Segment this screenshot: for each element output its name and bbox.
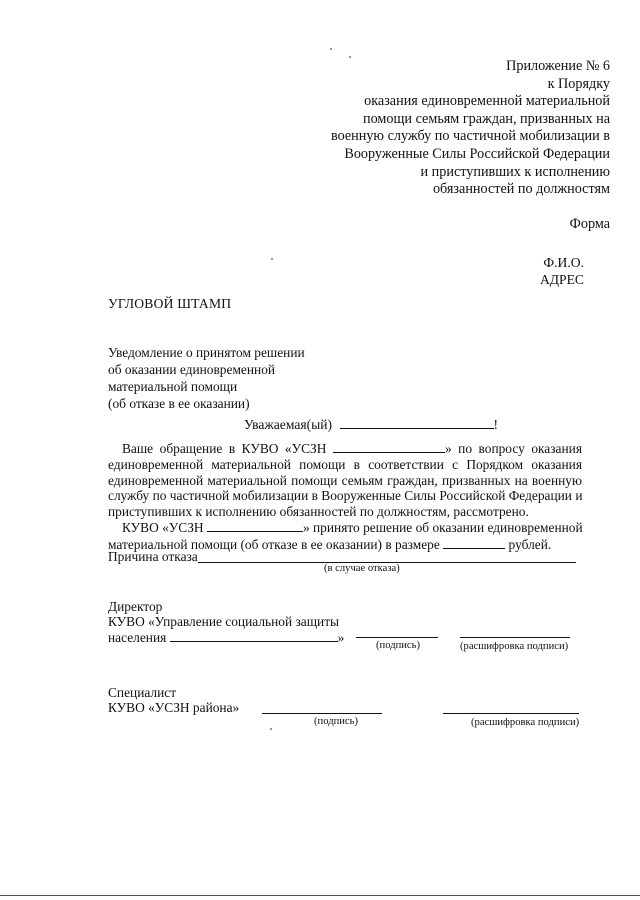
refusal-reason-label: Причина отказа: [108, 549, 198, 564]
addressee-blank: [340, 416, 494, 429]
specialist-org: КУВО «УСЗН района»: [108, 700, 240, 715]
specialist-signature-hint: (подпись): [314, 716, 358, 727]
form-label: Форма: [569, 216, 610, 232]
scan-speck: [330, 48, 332, 50]
body-paragraph-2: [108, 519, 582, 553]
scan-speck: [349, 56, 351, 58]
appendix-line: обязанностей по должностям: [432, 181, 610, 198]
body-text: КУВО «УСЗН: [122, 520, 204, 535]
director-decode-hint: (расшифровка подписи): [460, 641, 569, 652]
appendix-line: Вооруженные Силы Российской Федерации: [344, 145, 610, 162]
recipient-block: [540, 254, 584, 288]
greeting: [244, 416, 498, 433]
specialist-decode-line: [443, 713, 579, 714]
specialist-decode-hint: (расшифровка подписи): [471, 717, 580, 728]
scan-speck: [271, 258, 273, 260]
amount-blank: [443, 536, 505, 549]
body-text: Ваше обращение в КУВО «УСЗН: [122, 441, 327, 456]
appendix-header: [331, 58, 610, 199]
district-blank: [170, 629, 338, 642]
recipient-address: АДРЕС: [539, 272, 584, 287]
body-line: единовременной материальной помощи в соответствии с Порядком оказания: [108, 456, 582, 472]
recipient-name: Ф.И.О.: [543, 255, 584, 270]
refusal-reason-hint: (в случае отказа): [324, 563, 400, 574]
body-text: » по вопросу оказания: [444, 441, 582, 456]
uszn-name-blank: [207, 519, 303, 532]
body-line: службу по частичной мобилизации в Вооруженные Силы Российской Федерации и: [108, 488, 583, 504]
notice-title-line: материальной помощи: [108, 379, 238, 394]
body-text: » принято решение об оказании единовременной: [302, 520, 583, 535]
director-signature-hint: (подпись): [376, 640, 420, 651]
appendix-line: военную службу по частичной мобилизации в: [330, 128, 610, 145]
appendix-line: к Порядку: [547, 75, 610, 92]
director-signature-line: [356, 637, 438, 638]
director-org-text: »: [337, 630, 345, 645]
greeting-end: !: [493, 417, 499, 432]
body-line: приступивших к исполнению обязанностей по должностям, рассмотрено.: [108, 504, 529, 520]
notice-title-line: Уведомление о принятом решении: [108, 345, 305, 360]
scan-edge-line: [0, 895, 640, 896]
notice-title-line: (об отказе в ее оказании): [108, 396, 250, 411]
body-paragraph-1: [108, 440, 582, 520]
director-org-line2: [108, 629, 344, 646]
body-line: [108, 519, 582, 536]
appendix-line: и приступивших к исполнению: [420, 163, 610, 180]
appendix-line: оказания единовременной материальной: [364, 93, 610, 110]
director-decode-line: [460, 637, 570, 638]
body-line: [108, 440, 582, 457]
body-text: материальной помощи (об отказе в ее оказании) в размере: [108, 536, 440, 552]
uszn-name-blank: [333, 440, 445, 453]
director-org: КУВО «Управление социальной защиты: [108, 614, 340, 629]
scan-speck: [270, 728, 272, 730]
corner-stamp-label: УГЛОВОЙ ШТАМП: [108, 296, 232, 311]
notice-title-line: об оказании единовременной: [108, 362, 276, 377]
body-text: рублей.: [508, 536, 552, 552]
specialist-title: Специалист: [108, 685, 177, 700]
notice-title: [108, 344, 305, 412]
director-org-text: населения: [108, 630, 167, 645]
appendix-line: Приложение № 6: [506, 58, 610, 74]
specialist-signature-line: [262, 713, 382, 714]
greeting-text: Уважаемая(ый): [244, 417, 333, 432]
appendix-line: помощи семьям граждан, призванных на: [363, 110, 610, 127]
director-title: Директор: [108, 599, 163, 614]
body-line: единовременной материальной помощи семьям граждан, призванных на военную: [108, 472, 582, 488]
